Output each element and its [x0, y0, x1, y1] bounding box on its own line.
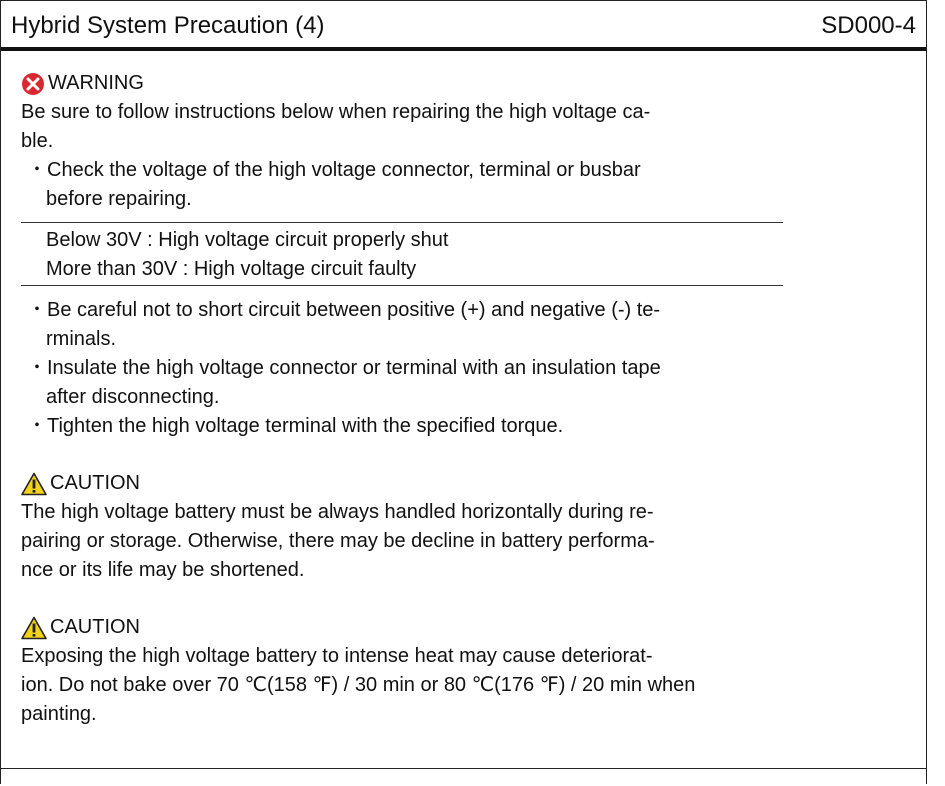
warning-bullet: ・Tighten the high voltage terminal with the specified torque.: [27, 415, 564, 437]
warning-bullet: ・Check the voltage of the high voltage connector, terminal or busbar: [27, 159, 641, 181]
page-title: Hybrid System Precaution (4): [11, 12, 325, 39]
caution-label: CAUTION: [50, 472, 140, 494]
voltage-table: [21, 222, 783, 286]
caution-heading: [21, 613, 791, 642]
caution-heading: [21, 469, 791, 498]
warning-triangle-icon: [21, 472, 47, 496]
page-bottom-divider: [1, 768, 926, 769]
warning-heading: [21, 69, 791, 98]
caution-text-line: ion. Do not bake over 70 ℃(158 ℉) / 30 min or 80 ℃(176 ℉) / 20 min when: [21, 674, 696, 696]
caution-text-line: nce or its life may be shortened.: [21, 559, 305, 581]
warning-bullet: ・Insulate the high voltage connector or terminal with an insulation tape: [27, 357, 661, 379]
voltage-table-row: More than 30V : High voltage circuit faulty: [46, 258, 417, 280]
warning-bullet: ・Be careful not to short circuit between positive (+) and negative (-) te-: [27, 299, 661, 321]
warning-triangle-icon: [21, 616, 47, 640]
voltage-table-row: Below 30V : High voltage circuit properly shut: [46, 229, 449, 251]
warning-intro-line: Be sure to follow instructions below when repairing the high voltage ca-: [21, 101, 651, 123]
warning-bullet-continuation: before repairing.: [46, 188, 192, 210]
caution-text-line: pairing or storage. Otherwise, there may be decline in battery performa-: [21, 530, 655, 552]
warning-intro-line: ble.: [21, 130, 54, 152]
caution-label: CAUTION: [50, 616, 140, 638]
spacer: [21, 585, 791, 613]
caution-text-line: painting.: [21, 703, 97, 725]
error-x-icon: [21, 72, 45, 96]
spacer: [21, 441, 791, 469]
caution-text-line: The high voltage battery must be always handled horizontally during re-: [21, 501, 654, 523]
caution-text-line: Exposing the high voltage battery to intense heat may cause deteriorat-: [21, 645, 653, 667]
page-header: [1, 1, 926, 51]
warning-bullet-continuation: rminals.: [46, 328, 117, 350]
page-content: [21, 69, 791, 729]
section-code: SD000-4: [821, 12, 916, 39]
warning-label: WARNING: [48, 72, 144, 94]
warning-bullet-continuation: after disconnecting.: [46, 386, 220, 408]
